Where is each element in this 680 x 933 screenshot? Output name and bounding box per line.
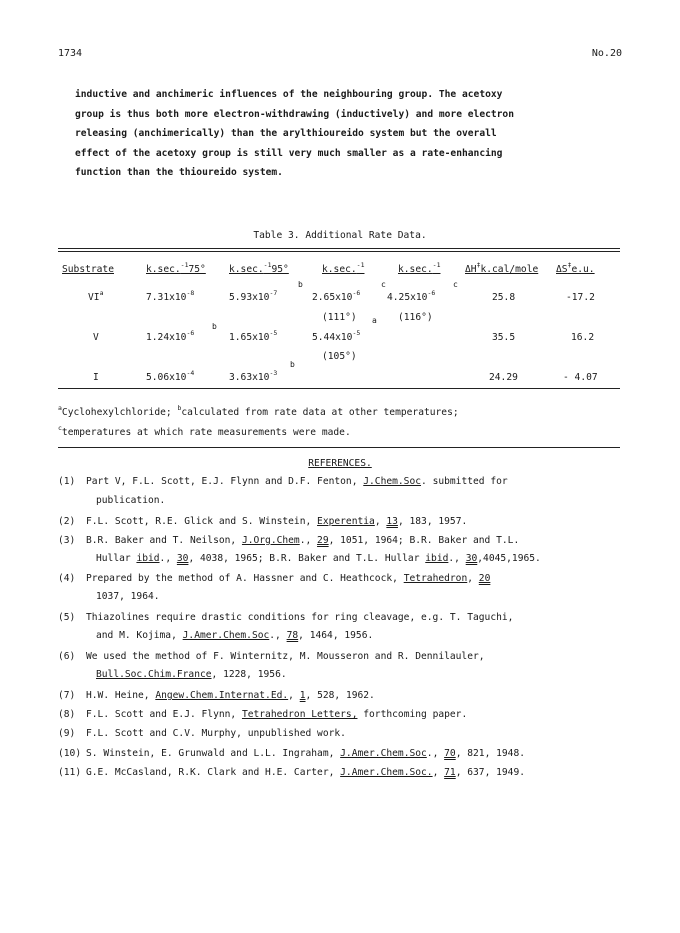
reference-6-cont: Bull.Soc.Chim.France, 1228, 1956.: [96, 669, 287, 680]
row-i-delta-h: 24.29: [489, 372, 518, 383]
table-top-rule: [58, 248, 620, 249]
row-v-k3: $5.44x10^{-5}$: [312, 329, 361, 343]
issue-number: No.20: [591, 48, 622, 59]
row-i-k95-note: b: [290, 360, 295, 369]
header-delta-h: ΔH‡k.cal/mole: [465, 261, 539, 275]
row-v-substrate: V: [93, 332, 99, 343]
footnote-bottom-rule: [58, 447, 620, 448]
row-v-k75: $1.24x10^{-6}$: [146, 329, 195, 343]
table-top-rule-2: [58, 251, 620, 252]
reference-2: (2) F.L. Scott, R.E. Glick and S. Winstein, Experentia, 13, 183, 1957.: [58, 516, 468, 527]
row-v-delta-s: 16.2: [571, 332, 595, 343]
row-i-k95: $3.63x10^{-3}$: [229, 369, 278, 383]
row-vi-delta-s: -17.2: [566, 292, 595, 303]
header-k4: k.sec.$^{-1}$: [398, 261, 441, 275]
header-k95: k.sec.$^{-1}$95°: [229, 261, 289, 275]
row-v-delta-h: 35.5: [492, 332, 516, 343]
reference-11: (11) G.E. McCasland, R.K. Clark and H.E. Carter, J.Amer.Chem.Soc., 71, 637, 1949.: [58, 767, 526, 778]
row-vi-k4-temp: (116°): [398, 312, 433, 323]
row-vi-k75: $7.31x10^{-8}$: [146, 289, 195, 303]
reference-5: (5) Thiazolines require drastic conditions for ring cleavage, e.g. T. Taguchi,: [58, 612, 514, 623]
reference-1-cont: publication.: [96, 495, 166, 506]
reference-6: (6) We used the method of F. Winternitz, M. Mousseron and R. Dennilauler,: [58, 651, 485, 662]
reference-8: (8) F.L. Scott and E.J. Flynn, Tetrahedron Letters, forthcoming paper.: [58, 709, 468, 720]
paragraph-line: effect of the acetoxy group is still very much smaller as a rate-enhancing: [75, 147, 503, 159]
paragraph-line: group is thus both more electron-withdrawing (inductively) and more electron: [75, 108, 514, 120]
row-v-k95: $1.65x10^{-5}$: [229, 329, 278, 343]
row-v-k3-temp: (105°): [322, 351, 357, 362]
reference-4-cont: 1037, 1964.: [96, 591, 160, 602]
row-vi-k3: $2.65x10^{-6}$: [312, 289, 361, 303]
reference-4: (4) Prepared by the method of A. Hassner and C. Heathcock, Tetrahedron, 20: [58, 573, 491, 584]
row-vi-k4-note: c: [453, 280, 458, 289]
row-vi-k95-note: b: [298, 280, 303, 289]
row-i-delta-s: - 4.07: [563, 372, 598, 383]
row-vi-k3-note: c: [381, 280, 386, 289]
references-heading: REFERENCES.: [308, 458, 372, 469]
row-vi-delta-h: 25.8: [492, 292, 516, 303]
row-i-k75: $5.06x10^{-4}$: [146, 369, 195, 383]
table-caption: Table 3. Additional Rate Data.: [253, 230, 427, 241]
row-vi-k3-temp: (111°): [322, 312, 357, 323]
reference-3: (3) B.R. Baker and T. Neilson, J.Org.Chem., 29, 1051, 1964; B.R. Baker and T.L.: [58, 535, 520, 546]
reference-10: (10) S. Winstein, E. Grunwald and L.L. Ingraham, J.Amer.Chem.Soc., 70, 821, 1948.: [58, 748, 525, 759]
row-vi-k95: $5.93x10^{-7}$: [229, 289, 278, 303]
row-vi-k4: $4.25x10^{-6}$: [387, 289, 436, 303]
row-v-k3-note: a: [372, 316, 377, 325]
header-k75: k.sec.$^{-1}$75°: [146, 261, 206, 275]
footnote-line-1: $^a$Cyclohexylchloride; $^b$calculated from rate data at other temperatures;: [58, 404, 459, 418]
header-k3: k.sec.$^{-1}$: [322, 261, 365, 275]
header-delta-s: ΔS‡e.u.: [556, 261, 595, 275]
paragraph-line: function than the thioureido system.: [75, 167, 283, 179]
header-substrate: Substrate: [62, 264, 114, 275]
reference-1: (1) Part V, F.L. Scott, E.J. Flynn and D.F. Fenton, J.Chem.Soc. submitted for: [58, 476, 508, 487]
reference-5-cont: and M. Kojima, J.Amer.Chem.Soc., 78, 1464, 1956.: [96, 630, 374, 641]
row-vi-substrate: $VI^a$: [88, 289, 104, 303]
reference-7: (7) H.W. Heine, Angew.Chem.Internat.Ed., 1, 528, 1962.: [58, 690, 375, 701]
paragraph-line: releasing (anchimerically) than the arylthioureido system but the overall: [75, 128, 497, 140]
footnote-line-2: $^c$temperatures at which rate measurements were made.: [58, 424, 351, 438]
row-i-substrate: I: [93, 372, 99, 383]
paragraph-line: inductive and anchimeric influences of the neighbouring group. The acetoxy: [75, 89, 503, 100]
row-v-k75-note: b: [212, 322, 217, 331]
page-number: 1734: [58, 48, 83, 59]
body-paragraph: [75, 85, 514, 183]
reference-3-cont: Hullar ibid., 30, 4038, 1965; B.R. Baker and T.L. Hullar ibid., 30,4045,1965.: [96, 553, 541, 564]
table-bottom-rule: [58, 388, 620, 389]
reference-9: (9) F.L. Scott and C.V. Murphy, unpublished work.: [58, 728, 346, 739]
